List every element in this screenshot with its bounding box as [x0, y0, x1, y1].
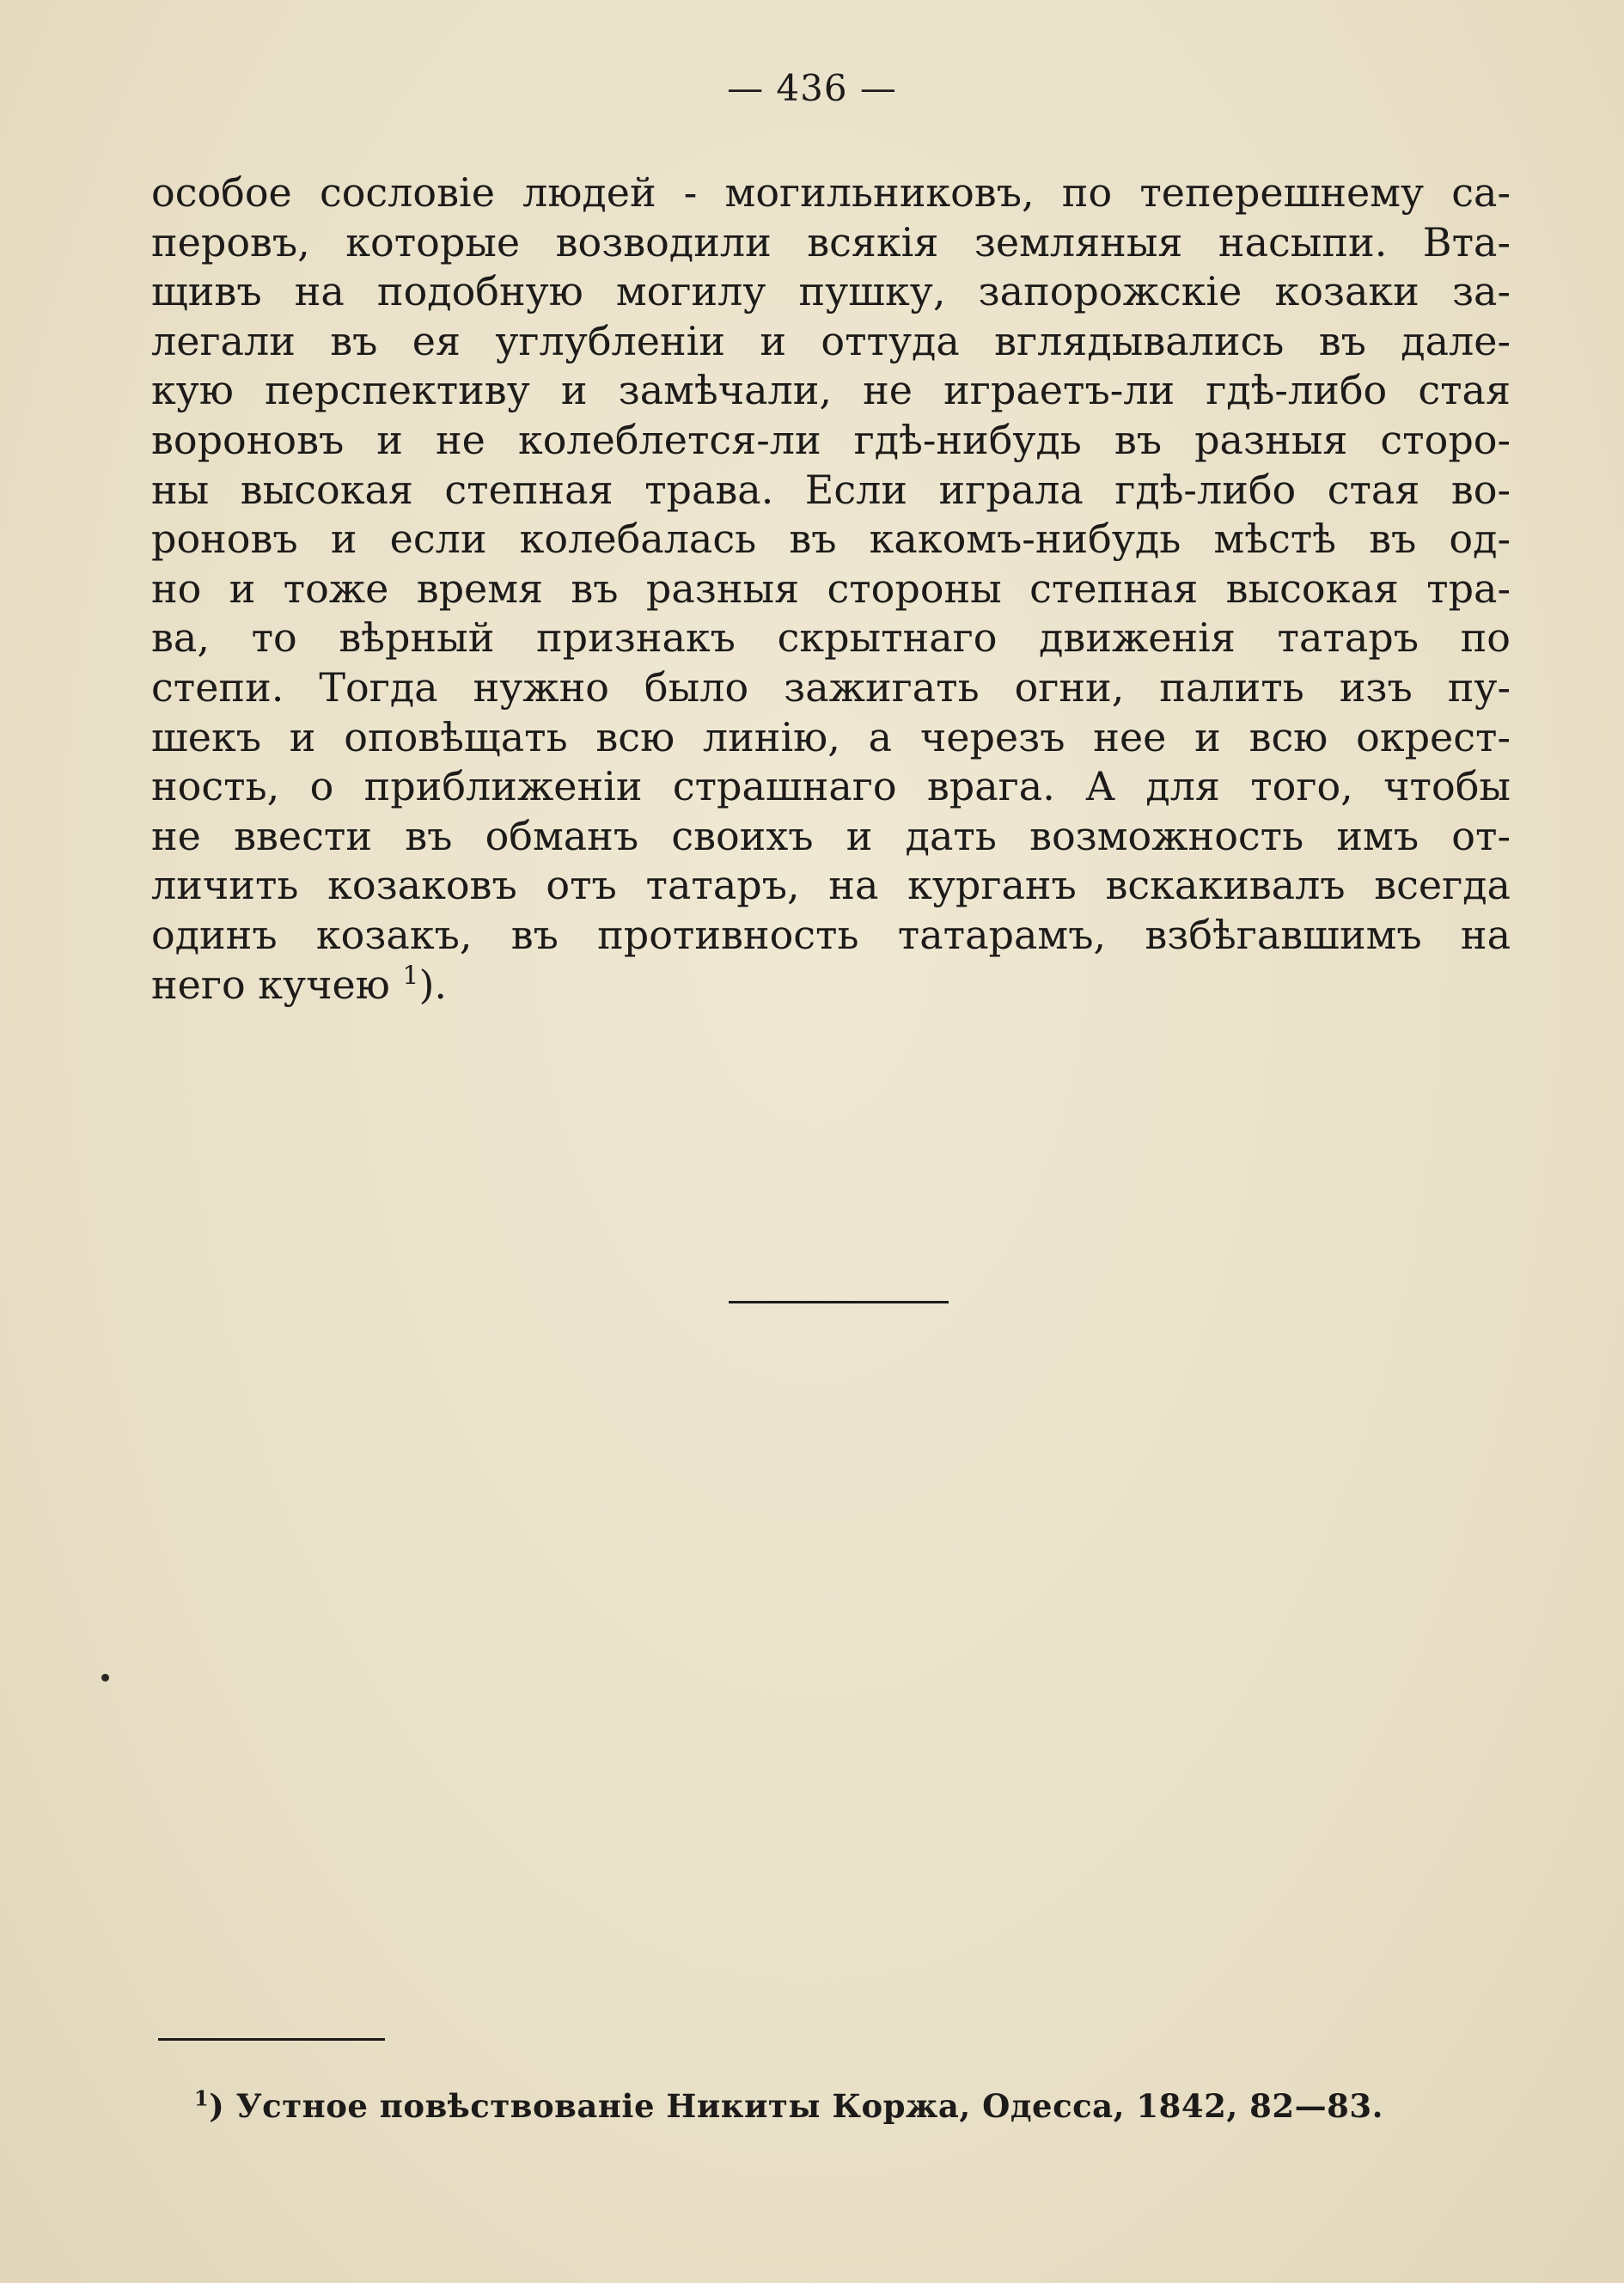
text-line-17 [151, 961, 1511, 1010]
footnote-marker: 1 [194, 2085, 210, 2111]
text-line-7: ны высокая степная трава. Если играла гдѣ-либо стая во- [151, 466, 1511, 513]
text-line-17-tail: ). [418, 961, 448, 1008]
footnote-reference[interactable]: 1 [402, 961, 419, 992]
footnote-text: Устное повѣствованіе Никиты Коржа, Одесса, 1842, 82—83. [235, 2087, 1383, 2125]
text-line-12: шекъ и оповѣщать всю линію, а черезъ нее и всю окрест- [151, 713, 1511, 760]
text-line-17-text: него кучею [151, 961, 390, 1008]
text-line-1: особое сословіе людей - могильниковъ, по теперешнему са- [151, 169, 1511, 216]
text-line-8: роновъ и если колебалась въ какомъ-нибудь мѣстѣ въ од- [151, 516, 1511, 563]
text-line-4: легали въ ея углубленіи и оттуда вглядывались въ дале- [151, 317, 1511, 364]
text-line-10: ва, то вѣрный признакъ скрытнаго движенія татаръ по [151, 614, 1511, 662]
body-text [151, 168, 1511, 1010]
text-line-5: кую перспективу и замѣчали, не играетъ-ли гдѣ-либо стая [151, 367, 1511, 414]
footnote-divider [158, 2038, 385, 2041]
text-line-3: щивъ на подобную могилу пушку, запорожскіе козаки за- [151, 268, 1511, 315]
section-divider [729, 1301, 949, 1303]
footnote-marker-paren: ) [209, 2087, 225, 2125]
ink-speck [101, 1674, 109, 1682]
page-number: — 436 — [727, 67, 897, 109]
text-line-11: степи. Тогда нужно было зажигать огни, палить изъ пу- [151, 663, 1511, 711]
text-line-13: ность, о приближеніи страшнаго врага. А для того, чтобы [151, 763, 1511, 810]
text-line-15: личить козаковъ отъ татаръ, на курганъ вскакивалъ всегда [151, 862, 1511, 909]
text-line-9: но и тоже время въ разныя стороны степная высокая тра- [151, 565, 1511, 612]
text-line-16: одинъ козакъ, въ противность татарамъ, взбѣгавшимъ на [151, 911, 1511, 958]
footnote [194, 2085, 1383, 2127]
text-line-2: перовъ, которые возводили всякія земляныя насыпи. Вта- [151, 218, 1511, 266]
text-line-6: вороновъ и не колеблется-ли гдѣ-нибудь въ разныя сторо- [151, 416, 1511, 463]
text-line-14: не ввести въ обманъ своихъ и дать возможность имъ от- [151, 812, 1511, 859]
